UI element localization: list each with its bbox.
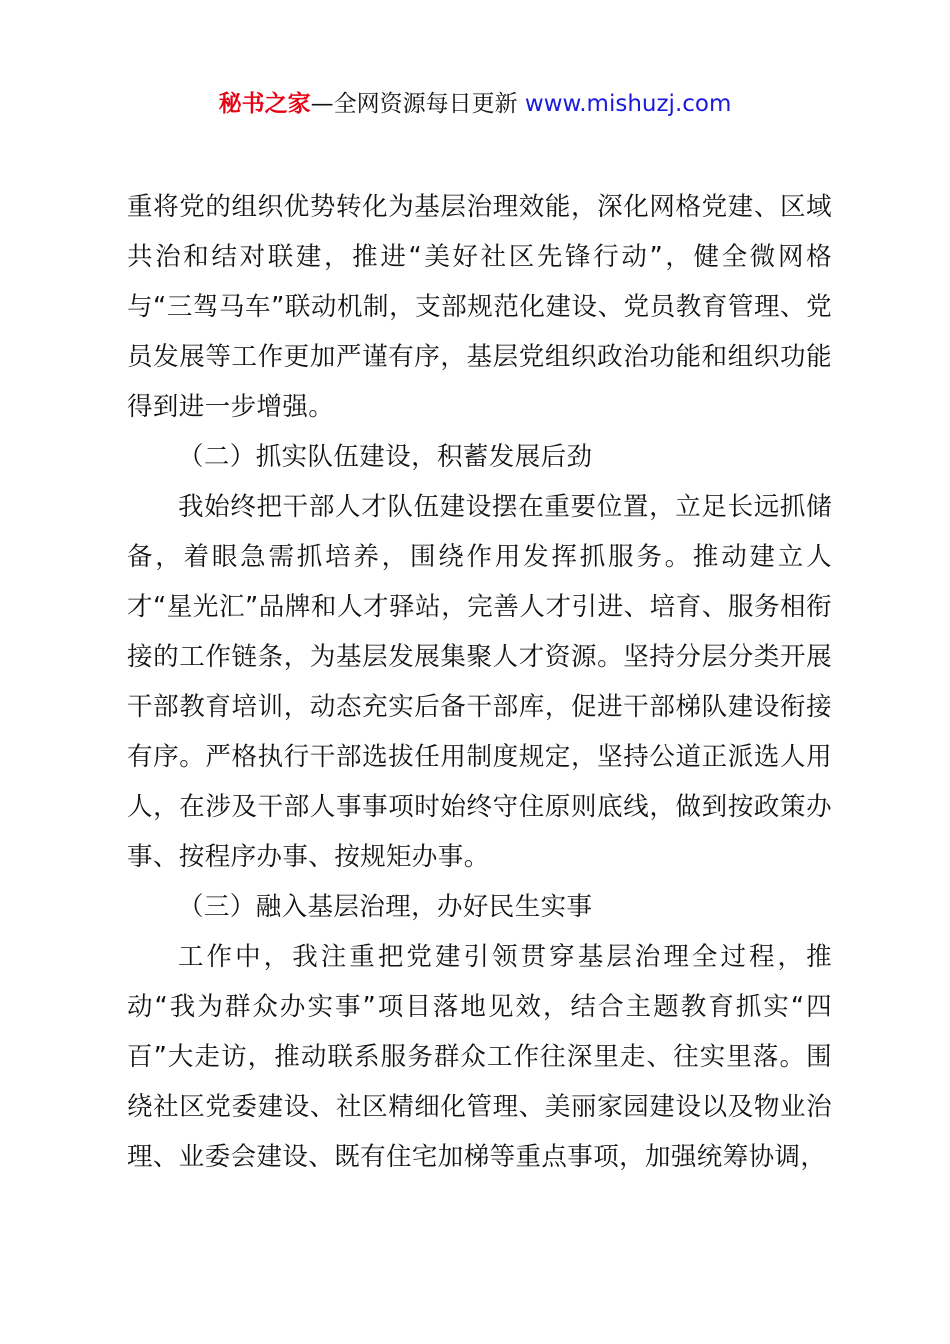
- section-heading-3: （三）融入基层治理，办好民生实事: [178, 892, 593, 922]
- paragraph-team-building: 我始终把干部人才队伍建设摆在重要位置，立足长远抓储备，着眼急需抓培养，围绕作用发挥抓服务。推动建立人才“星光汇”品牌和人才驿站，完善人才引进、培育、服务相衔接的工作链条，为基层发展集聚人才资源。坚持分层分类开展干部教育培训，动态充实后备干部库，促进干部梯队建设衔接有序。严格执行干部选拔任用制度规定，坚持公道正派选人用人，在涉及干部人事事项时始终守住原则底线，做到按政策办事、按程序办事、按规矩办事。: [127, 492, 832, 872]
- header-slogan: —全网资源每日更新: [310, 91, 525, 117]
- brand-name: 秘书之家: [218, 91, 311, 117]
- document-body: [127, 182, 832, 1182]
- section-heading-2: （二）抓实队伍建设，积蓄发展后劲: [178, 442, 593, 472]
- paragraph-continued: 重将党的组织优势转化为基层治理效能，深化网格党建、区域共治和结对联建，推进“美好社区先锋行动”，健全微网格与“三驾马车”联动机制，支部规范化建设、党员教育管理、党员发展等工作更加严谨有序，基层党组织政治功能和组织功能得到进一步增强。: [127, 192, 832, 422]
- paragraph-grassroots-governance: 工作中，我注重把党建引领贯穿基层治理全过程，推动“我为群众办实事”项目落地见效，结合主题教育抓实“四百”大走访，推动联系服务群众工作往深里走、往实里落。围绕社区党委建设、社区精细化管理、美丽家园建设以及物业治理、业委会建设、既有住宅加梯等重点事项，加强统筹协调，: [127, 942, 832, 1172]
- website-link[interactable]: www.mishuzj.com: [524, 91, 732, 117]
- page-header: [0, 88, 950, 120]
